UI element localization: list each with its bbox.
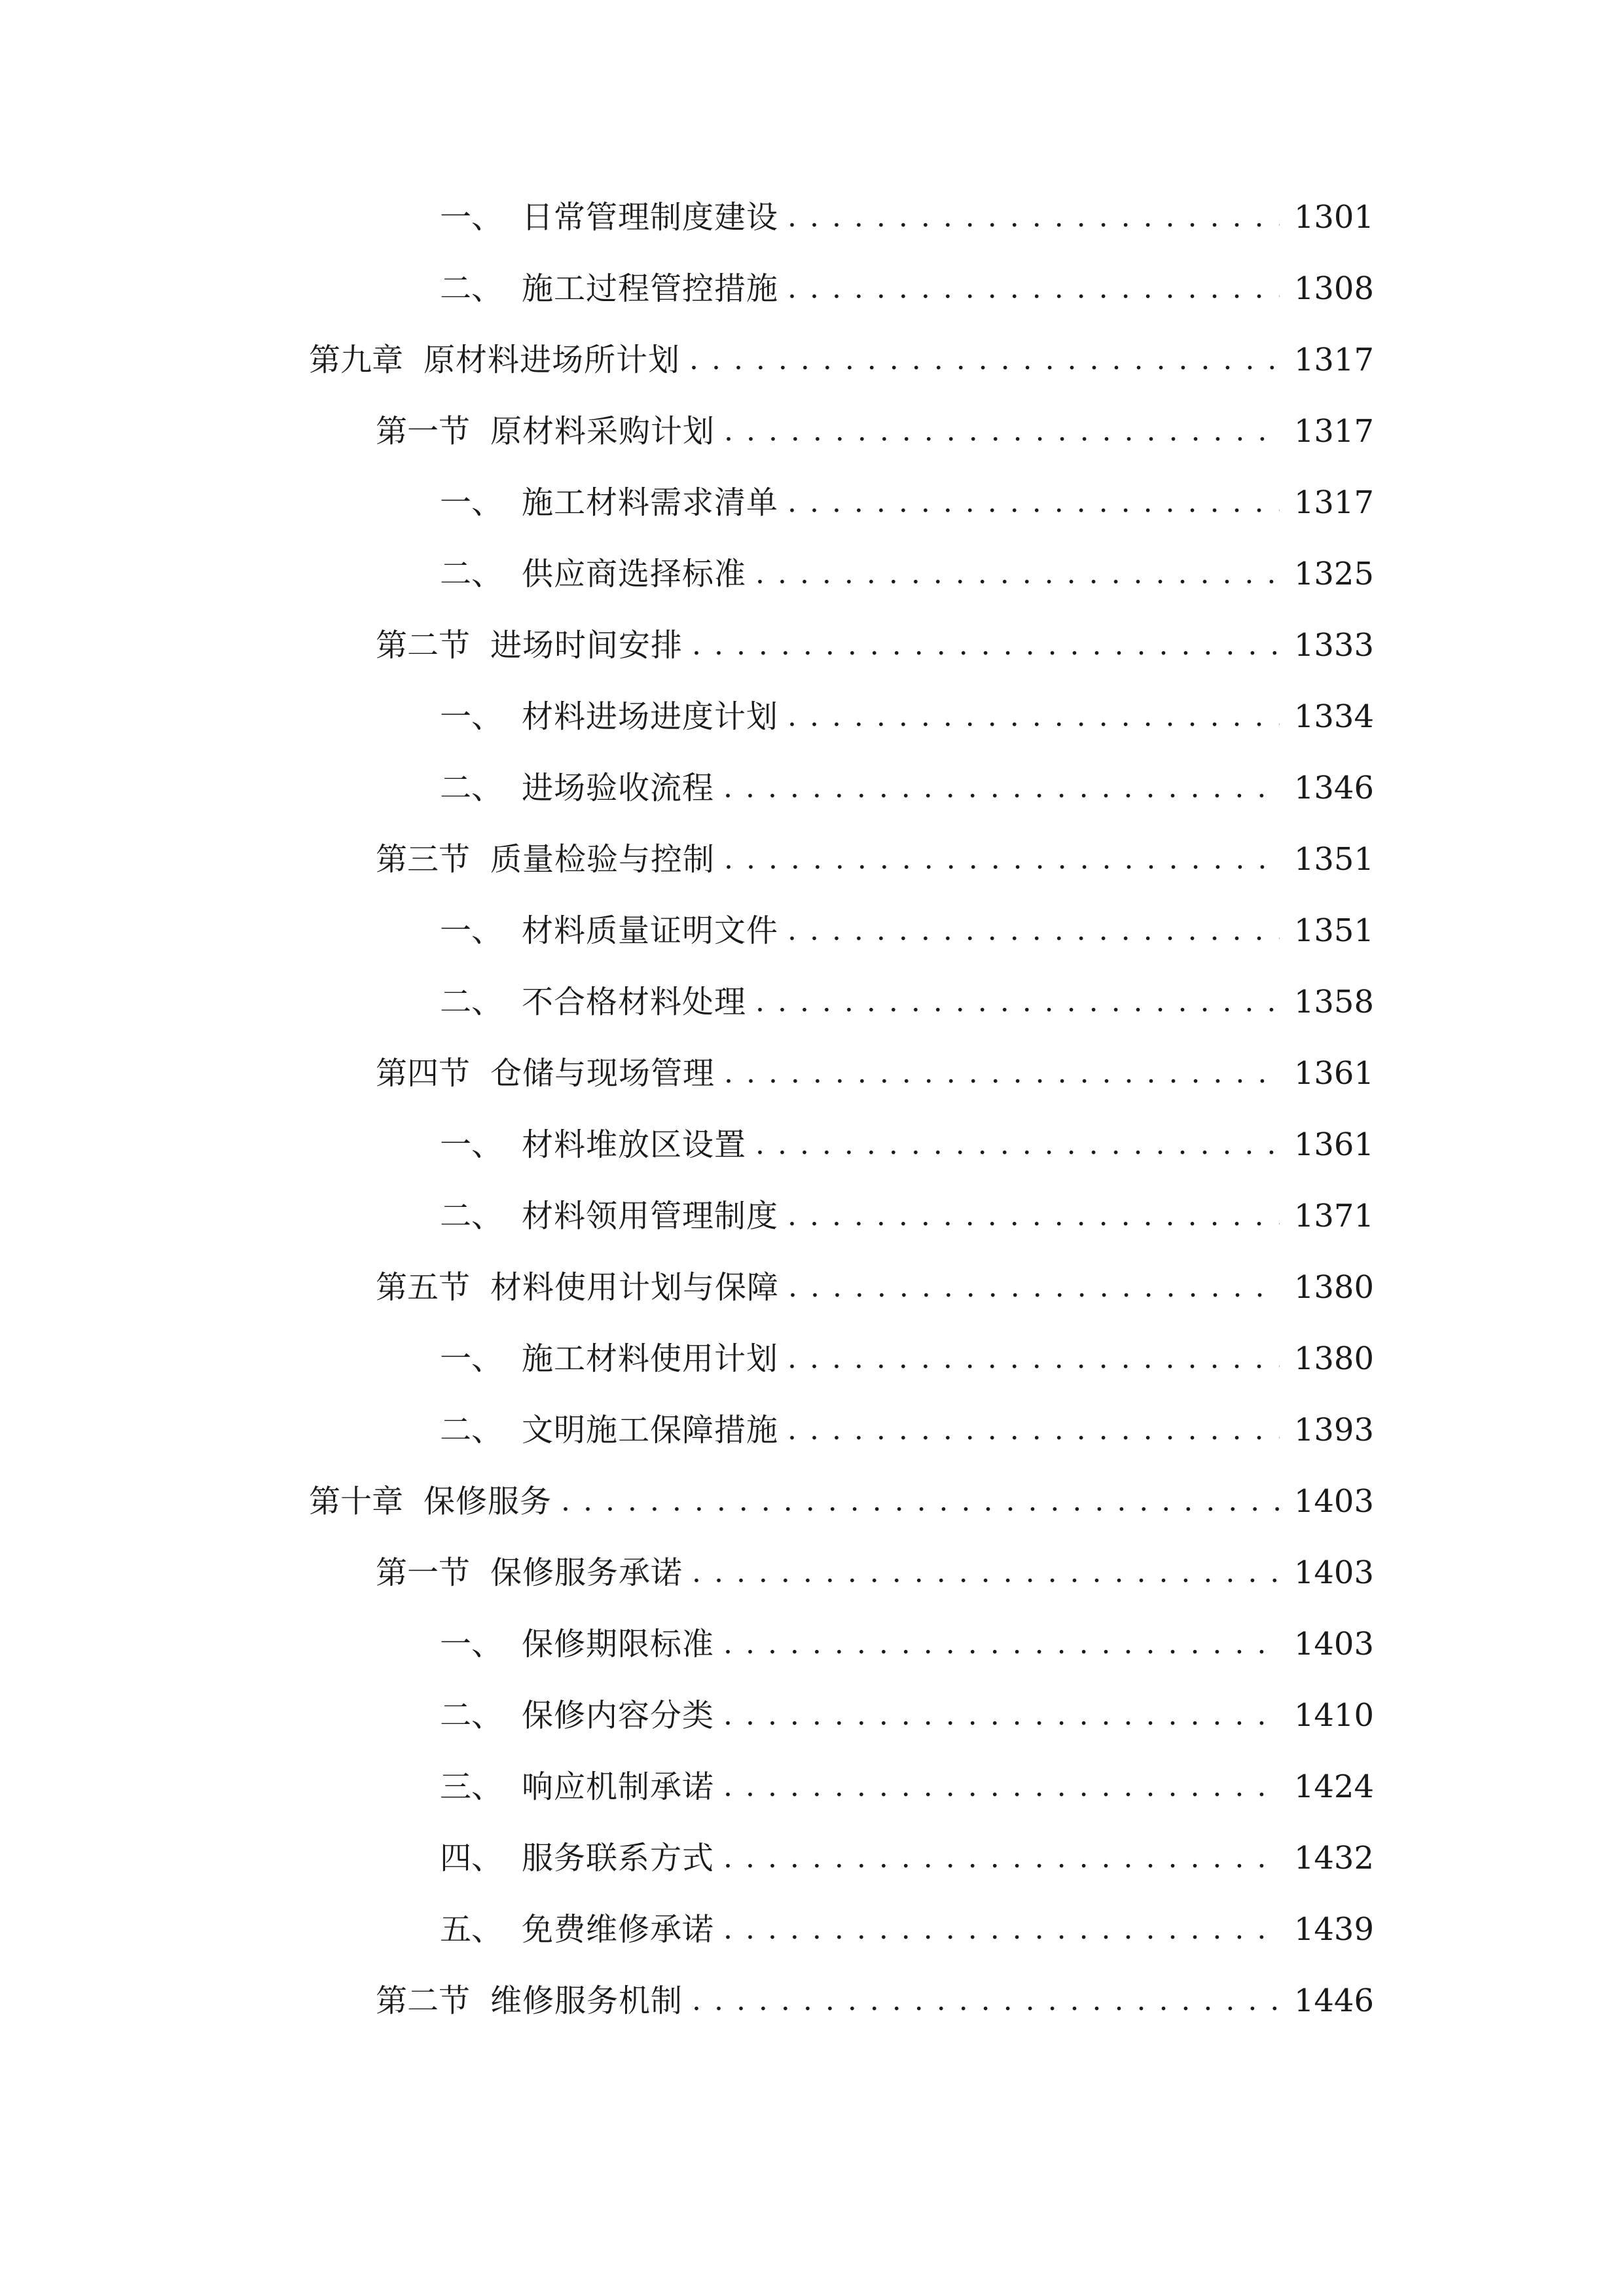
dot-leader: [787, 908, 1280, 954]
toc-entry-page: 1351: [1293, 841, 1374, 878]
dot-leader: [787, 1407, 1280, 1453]
toc-entry-title: 供应商选择标准: [522, 556, 747, 592]
toc-entry-page: 1317: [1293, 342, 1374, 378]
toc-entry-number: 五、: [440, 1911, 503, 1948]
toc-entry-title: 进场验收流程: [522, 770, 715, 806]
dot-leader: [787, 1193, 1280, 1239]
toc-entry-number: 一、: [440, 1626, 503, 1662]
toc-entry-number: 第一节: [376, 1554, 471, 1591]
toc-entry[interactable]: [440, 1907, 1374, 1952]
toc-entry-page: 1308: [1293, 270, 1374, 307]
toc-entry[interactable]: [440, 908, 1374, 954]
toc-entry-chapter[interactable]: [309, 1479, 1374, 1524]
dot-leader: [755, 551, 1280, 597]
toc-entry-page: 1403: [1293, 1483, 1374, 1520]
toc-entry-page: 1333: [1293, 627, 1374, 664]
toc-entry-number: 一、: [440, 698, 503, 735]
toc-entry-title: 质量检验与控制: [490, 841, 715, 878]
toc-entry-page: 1325: [1293, 556, 1374, 592]
dot-leader: [692, 1978, 1280, 2024]
toc-entry-number: 第五节: [376, 1269, 471, 1306]
toc-entry-number: 第四节: [376, 1055, 471, 1092]
toc-entry-title: 不合格材料处理: [522, 984, 747, 1020]
toc-entry-number: 二、: [440, 1697, 503, 1734]
toc-entry-number: 二、: [440, 270, 503, 307]
toc-entry-number: 三、: [440, 1768, 503, 1805]
toc-entry-number: 第二节: [376, 1982, 471, 2019]
toc-entry[interactable]: [440, 480, 1374, 526]
toc-entry-page: 1380: [1293, 1340, 1374, 1377]
toc-entry-page: 1334: [1293, 698, 1374, 735]
toc-entry-page: 1358: [1293, 984, 1374, 1020]
toc-entry[interactable]: [440, 694, 1374, 740]
toc-entry-section[interactable]: [376, 622, 1374, 668]
toc-entry-number: 第二节: [376, 627, 471, 664]
toc-entry-title: 原材料采购计划: [490, 413, 715, 450]
toc-entry[interactable]: [440, 1122, 1374, 1168]
dot-leader: [724, 1050, 1280, 1096]
dot-leader: [787, 194, 1280, 240]
toc-entry-title: 保修服务承诺: [490, 1554, 683, 1591]
toc-entry-number: 一、: [440, 912, 503, 949]
toc-entry-title: 材料领用管理制度: [522, 1198, 779, 1234]
toc-entry[interactable]: [440, 1835, 1374, 1881]
toc-entry[interactable]: [440, 551, 1374, 597]
toc-entry-page: 1432: [1293, 1840, 1374, 1876]
toc-entry[interactable]: [440, 1193, 1374, 1239]
toc-entry-page: 1403: [1293, 1626, 1374, 1662]
toc-entry-section[interactable]: [376, 1550, 1374, 1596]
toc-entry-title: 文明施工保障措施: [522, 1412, 779, 1448]
toc-entry-number: 第一节: [376, 413, 471, 450]
dot-leader: [724, 836, 1280, 882]
toc-entry-title: 保修期限标准: [522, 1626, 715, 1662]
toc-entry-number: 一、: [440, 199, 503, 236]
toc-entry-number: 二、: [440, 1412, 503, 1448]
toc-entry-number: 第九章: [309, 342, 404, 378]
toc-entry-page: 1424: [1293, 1768, 1374, 1805]
dot-leader: [561, 1479, 1280, 1524]
toc-entry-title: 仓储与现场管理: [490, 1055, 715, 1092]
toc-entry-section[interactable]: [376, 408, 1374, 454]
toc-entry-number: 四、: [440, 1840, 503, 1876]
toc-entry-section[interactable]: [376, 1978, 1374, 2024]
toc-entry-title: 材料进场进度计划: [522, 698, 779, 735]
dot-leader: [723, 1835, 1280, 1881]
dot-leader: [692, 1550, 1280, 1596]
toc-entry-page: 1380: [1293, 1269, 1374, 1306]
toc-entry-title: 进场时间安排: [490, 627, 683, 664]
dot-leader: [689, 337, 1280, 383]
toc-entry-number: 二、: [440, 984, 503, 1020]
toc-entry-title: 服务联系方式: [522, 1840, 715, 1876]
toc-entry-title: 保修服务: [424, 1483, 552, 1520]
toc-entry-number: 一、: [440, 1340, 503, 1377]
dot-leader: [755, 979, 1280, 1025]
toc-entry-title: 免费维修承诺: [522, 1911, 715, 1948]
toc-entry-number: 一、: [440, 484, 503, 521]
toc-entry[interactable]: [440, 1407, 1374, 1453]
dot-leader: [755, 1122, 1280, 1168]
dot-leader: [723, 1693, 1280, 1738]
toc-entry-title: 保修内容分类: [522, 1697, 715, 1734]
toc-entry[interactable]: [440, 1621, 1374, 1667]
toc-entry-number: 第十章: [309, 1483, 404, 1520]
dot-leader: [723, 1621, 1280, 1667]
toc-entry-chapter[interactable]: [309, 337, 1374, 383]
toc-entry-number: 二、: [440, 1198, 503, 1234]
toc-entry-section[interactable]: [376, 1265, 1374, 1310]
toc-entry-section[interactable]: [376, 1050, 1374, 1096]
toc-entry-title: 施工材料需求清单: [522, 484, 779, 521]
toc-entry[interactable]: [440, 1693, 1374, 1738]
toc-entry-title: 材料质量证明文件: [522, 912, 779, 949]
toc-entry-section[interactable]: [376, 836, 1374, 882]
toc-entry-page: 1346: [1293, 770, 1374, 806]
toc-entry[interactable]: [440, 979, 1374, 1025]
toc-entry-page: 1446: [1293, 1982, 1374, 2019]
toc-entry[interactable]: [440, 1336, 1374, 1382]
toc-entry-title: 原材料进场所计划: [424, 342, 681, 378]
toc-entry[interactable]: [440, 266, 1374, 312]
toc-entry-number: 一、: [440, 1126, 503, 1163]
toc-entry-number: 二、: [440, 556, 503, 592]
toc-entry-number: 二、: [440, 770, 503, 806]
toc-entry-page: 1301: [1293, 199, 1374, 236]
toc-entry-page: 1317: [1293, 484, 1374, 521]
toc-entry-page: 1317: [1293, 413, 1374, 450]
dot-leader: [787, 266, 1280, 312]
toc-entry-page: 1371: [1293, 1198, 1374, 1234]
toc-entry-page: 1439: [1293, 1911, 1374, 1948]
toc-entry-page: 1351: [1293, 912, 1374, 949]
toc-entry-page: 1393: [1293, 1412, 1374, 1448]
toc-entry-number: 第三节: [376, 841, 471, 878]
toc-entry-title: 材料使用计划与保障: [490, 1269, 780, 1306]
toc-entry-title: 日常管理制度建设: [522, 199, 779, 236]
toc-entry[interactable]: [440, 194, 1374, 240]
toc-entry[interactable]: [440, 1764, 1374, 1810]
dot-leader: [723, 1907, 1280, 1952]
toc-entry-title: 响应机制承诺: [522, 1768, 715, 1805]
toc-entry-title: 施工过程管控措施: [522, 270, 779, 307]
toc-entry-title: 材料堆放区设置: [522, 1126, 747, 1163]
toc-entry[interactable]: [440, 765, 1374, 811]
dot-leader: [723, 1764, 1280, 1810]
dot-leader: [723, 765, 1280, 811]
toc-entry-page: 1410: [1293, 1697, 1374, 1734]
dot-leader: [787, 480, 1280, 526]
toc-entry-title: 维修服务机制: [490, 1982, 683, 2019]
toc-entry-page: 1361: [1293, 1055, 1374, 1092]
dot-leader: [692, 622, 1280, 668]
toc-entry-title: 施工材料使用计划: [522, 1340, 779, 1377]
dot-leader: [787, 1336, 1280, 1382]
dot-leader: [788, 1265, 1280, 1310]
toc-entry-page: 1361: [1293, 1126, 1374, 1163]
dot-leader: [724, 408, 1280, 454]
toc-entry-page: 1403: [1293, 1554, 1374, 1591]
dot-leader: [787, 694, 1280, 740]
